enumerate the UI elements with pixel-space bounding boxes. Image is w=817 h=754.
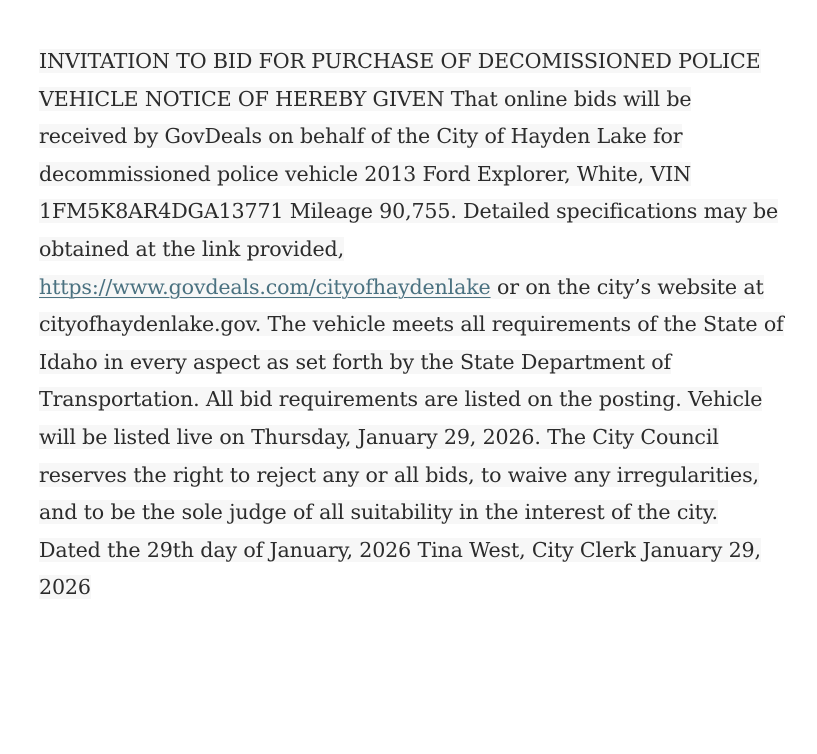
notice-body-intro: NOTICE OF HEREBY GIVEN That online bids will be received by GovDeals on behalf of the City of Hayden Lake for decommissioned police vehicle 2013 Ford Explorer, White, VIN 1FM5K8AR4DGA13771 Mileage 90,755. Detailed specifications may be obtained at the link provided, bbox=[39, 86, 779, 261]
govdeals-link[interactable]: https://www.govdeals.com/cityofhaydenlake bbox=[39, 274, 491, 299]
legal-notice bbox=[39, 43, 784, 607]
notice-body-main: or on the city’s website at cityofhaydenlake.gov. The vehicle meets all requirements of the State of Idaho in every aspect as set forth by the State Department of Transportation. All bid requirements are listed on the posting. Vehicle will be listed live on Thursday, January 29, 2026. The City Council reserves the right to reject any or all bids, to waive any irregularities, and to be the sole judge of all suitability in the interest of the city. Dated the 29th day of January, 2026 bbox=[39, 274, 784, 562]
notice-heading: INVITATION TO BID FOR PURCHASE OF DECOMISSIONED POLICE VEHICLE bbox=[39, 49, 761, 111]
clerk-signature: Tina West, City Clerk bbox=[417, 537, 637, 562]
publish-date: January 29, 2026 bbox=[39, 537, 761, 600]
